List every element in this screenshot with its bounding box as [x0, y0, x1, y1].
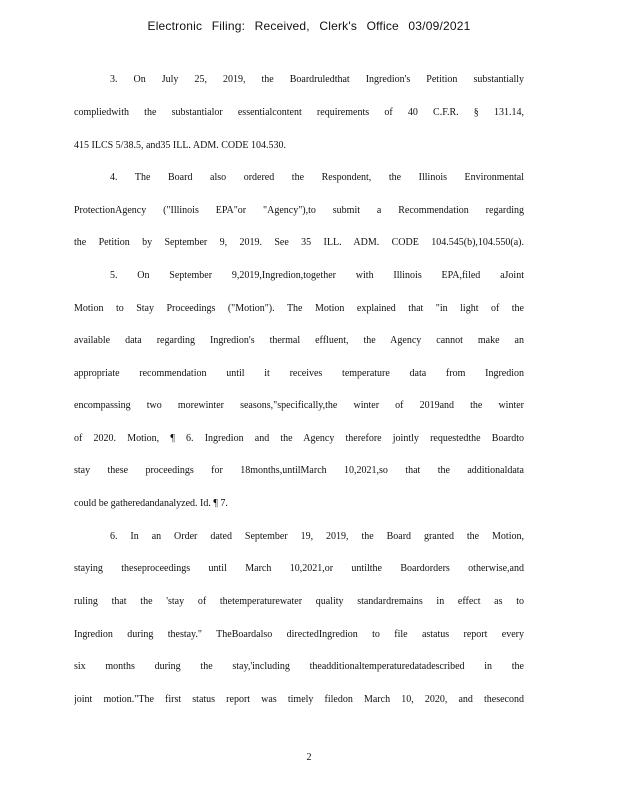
paragraph-5-line-3: available data regarding Ingredion's thermal effluent, the Agency cannot make an	[74, 335, 524, 346]
paragraph-6-line-3: ruling that the 'stay of thetemperaturewater quality standardremains in effect as to	[74, 596, 524, 607]
paragraph-5-line-8: could be gatheredandanalyzed. Id. ¶ 7.	[74, 498, 228, 509]
paragraph-3-line-3: 415 ILCS 5/38.5, and35 ILL. ADM. CODE 104.530.	[74, 140, 286, 151]
paragraph-6-line-1: 6. In an Order dated September 19, 2019, the Board granted the Motion,	[110, 531, 524, 542]
paragraph-5-line-5: encompassing two morewinter seasons,"specifically,the winter of 2019and the winter	[74, 400, 524, 411]
page-number: 2	[306, 752, 312, 763]
paragraph-5-line-1: 5. On September 9,2019,Ingredion,together with Illinois EPA,filed aJoint	[110, 270, 524, 281]
paragraph-5-line-6: of 2020. Motion, ¶ 6. Ingredion and the Agency therefore jointly requestedthe Boardto	[74, 433, 524, 444]
paragraph-3-line-1: 3. On July 25, 2019, the Boardruledthat Ingredion's Petition substantially	[110, 74, 524, 85]
paragraph-6-line-5: six months during the stay,'including theadditionaltemperaturedatadescribed in the	[74, 661, 524, 672]
paragraph-5-line-7: stay these proceedings for 18months,untilMarch 10,2021,so that the additionaldata	[74, 465, 524, 476]
paragraph-5-line-2: Motion to Stay Proceedings ("Motion"). The Motion explained that "in light of the	[74, 303, 524, 314]
paragraph-6-line-6: joint motion."The first status report was timely filedon March 10, 2020, and thesecond	[74, 694, 524, 705]
paragraph-6-line-2: staying theseproceedings until March 10,2021,or untilthe Boardorders otherwise,and	[74, 563, 524, 574]
paragraph-4-line-3: the Petition by September 9, 2019. See 35 ILL. ADM. CODE 104.545(b),104.550(a).	[74, 237, 524, 248]
paragraph-3-line-2: compliedwith the substantialor essentialcontent requirements of 40 C.F.R. § 131.14,	[74, 107, 524, 118]
paragraph-4-line-2: ProtectionAgency ("Illinois EPA"or "Agency"),to submit a Recommendation regarding	[74, 205, 524, 216]
paragraph-6-line-4: Ingredion during thestay." TheBoardalso directedIngredion to file astatus report every	[74, 629, 524, 640]
filing-header: Electronic Filing: Received, Clerk's Office 03/09/2021	[147, 19, 471, 33]
paragraph-5-line-4: appropriate recommendation until it receives temperature data from Ingredion	[74, 368, 524, 379]
paragraph-4-line-1: 4. The Board also ordered the Respondent, the Illinois Environmental	[110, 172, 524, 183]
